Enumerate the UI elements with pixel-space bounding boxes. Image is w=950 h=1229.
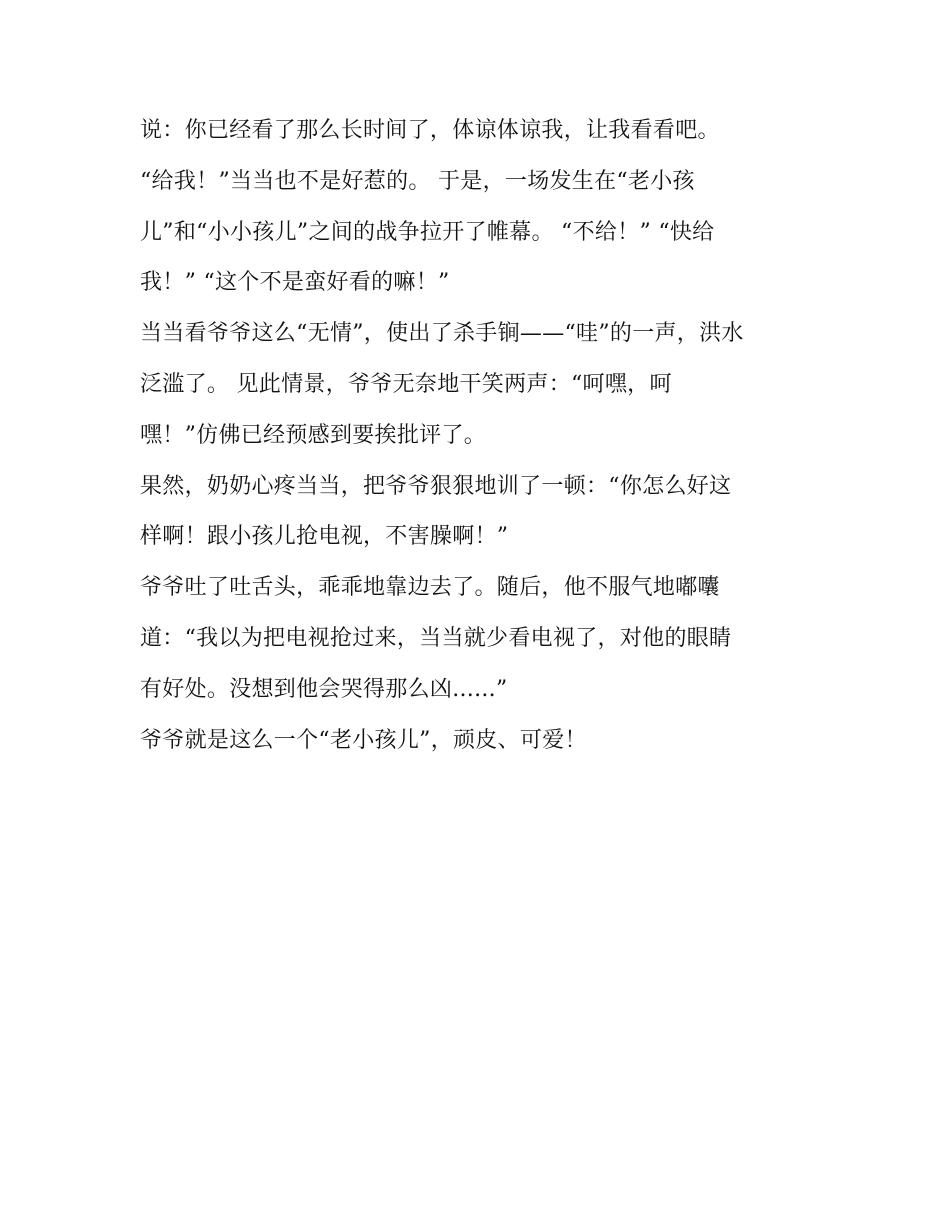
text-line-10: 爷爷吐了吐舌头，乖乖地靠边去了。随后，他不服气地嘟囔 xyxy=(140,575,720,601)
text-line-11: 道：“我以为把电视抢过来，当当就少看电视了，对他的眼睛 xyxy=(140,625,732,651)
text-line-13: 爷爷就是这么一个“老小孩儿”，顽皮、可爱！ xyxy=(140,727,587,753)
text-line-3: 儿”和“小小孩儿”之间的战争拉开了帷幕。 “不给！” “快给 xyxy=(140,219,715,245)
text-line-1: 说：你已经看了那么长时间了，体谅体谅我，让我看看吧。 xyxy=(140,118,720,143)
text-line-12: 有好处。没想到他会哭得那么凶......” xyxy=(140,676,508,702)
text-line-6: 泛滥了。 见此情景，爷爷无奈地干笑两声：“呵嘿，呵 xyxy=(140,371,672,397)
text-line-5: 当当看爷爷这么“无情”，使出了杀手锏——“哇”的一声，洪水 xyxy=(140,321,744,347)
text-line-4: 我！” “这个不是蛮好看的嘛！” xyxy=(140,270,450,296)
text-line-9: 样啊！跟小孩儿抢电视，不害臊啊！” xyxy=(140,524,509,550)
text-line-7: 嘿！”仿佛已经预感到要挨批评了。 xyxy=(140,422,487,448)
text-line-2: “给我！”当当也不是好惹的。 于是，一场发生在“老小孩 xyxy=(140,168,695,194)
text-line-8: 果然，奶奶心疼当当，把爷爷狠狠地训了一顿：“你怎么好这 xyxy=(140,473,732,499)
story-text xyxy=(140,106,820,766)
